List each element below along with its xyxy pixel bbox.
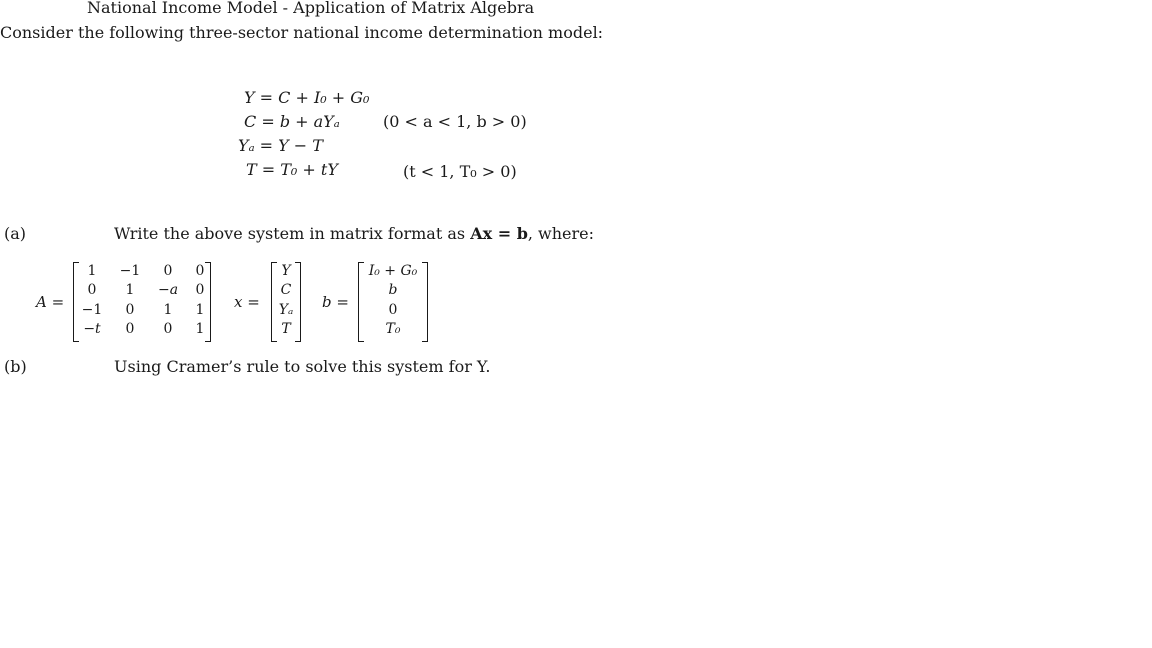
matrix-a-label: A = (36, 293, 65, 311)
matrix-a-cell: 1 (87, 263, 97, 279)
matrix-a (73, 262, 211, 342)
equation-income: Y = C + I₀ + G₀ (244, 88, 370, 107)
part-a-text-equation: Ax = b (470, 224, 528, 243)
matrix-a-cell: −t (83, 321, 101, 337)
vector-b (358, 262, 428, 342)
vector-b-cell: b (388, 282, 398, 298)
matrix-a-cell: 1 (125, 282, 135, 298)
vector-x (271, 262, 301, 342)
condition-a-b: (0 < a < 1, b > 0) (383, 112, 527, 131)
part-b-label: (b) (4, 357, 27, 376)
matrix-a-cell: −1 (119, 263, 141, 279)
matrix-a-cell: 0 (125, 302, 135, 318)
part-a-text-pre: Write the above system in matrix format as (114, 224, 471, 243)
page-title: National Income Model - Application of Matrix Algebra (87, 0, 535, 17)
equation-tax: T = T₀ + tY (246, 160, 338, 179)
matrix-a-cell: 1 (163, 302, 173, 318)
vector-b-label: b = (322, 293, 349, 311)
matrix-a-cell: −a (157, 282, 179, 298)
matrix-a-cell: −1 (81, 302, 103, 318)
vector-b-cell: 0 (388, 302, 398, 318)
equation-consumption: C = b + aYₐ (244, 112, 340, 131)
matrix-a-cell: 0 (195, 263, 205, 279)
part-a-text (114, 224, 594, 243)
vector-x-cell: Yₐ (278, 302, 294, 318)
vector-x-cell: C (280, 282, 292, 298)
matrix-a-cell: 1 (195, 321, 205, 337)
vector-x-label: x = (234, 293, 260, 311)
matrix-a-cell: 0 (163, 263, 173, 279)
vector-x-cell: Y (281, 263, 291, 279)
part-a-text-post: , where: (527, 224, 595, 243)
vector-b-cell: T₀ (385, 321, 401, 337)
intro-text: Consider the following three-sector national income determination model: (0, 23, 604, 42)
equation-disposable-income: Yₐ = Y − T (238, 136, 323, 155)
part-b-text: Using Cramer’s rule to solve this system for Y. (114, 357, 491, 376)
vector-x-cell: T (281, 321, 291, 337)
matrix-a-cell: 0 (163, 321, 173, 337)
vector-b-cell: I₀ + G₀ (368, 263, 418, 279)
matrix-a-cell: 0 (87, 282, 97, 298)
matrix-a-cell: 1 (195, 302, 205, 318)
condition-t: (t < 1, T₀ > 0) (403, 162, 517, 181)
matrix-a-cell: 0 (125, 321, 135, 337)
part-a-label: (a) (4, 224, 27, 243)
matrix-a-cell: 0 (195, 282, 205, 298)
